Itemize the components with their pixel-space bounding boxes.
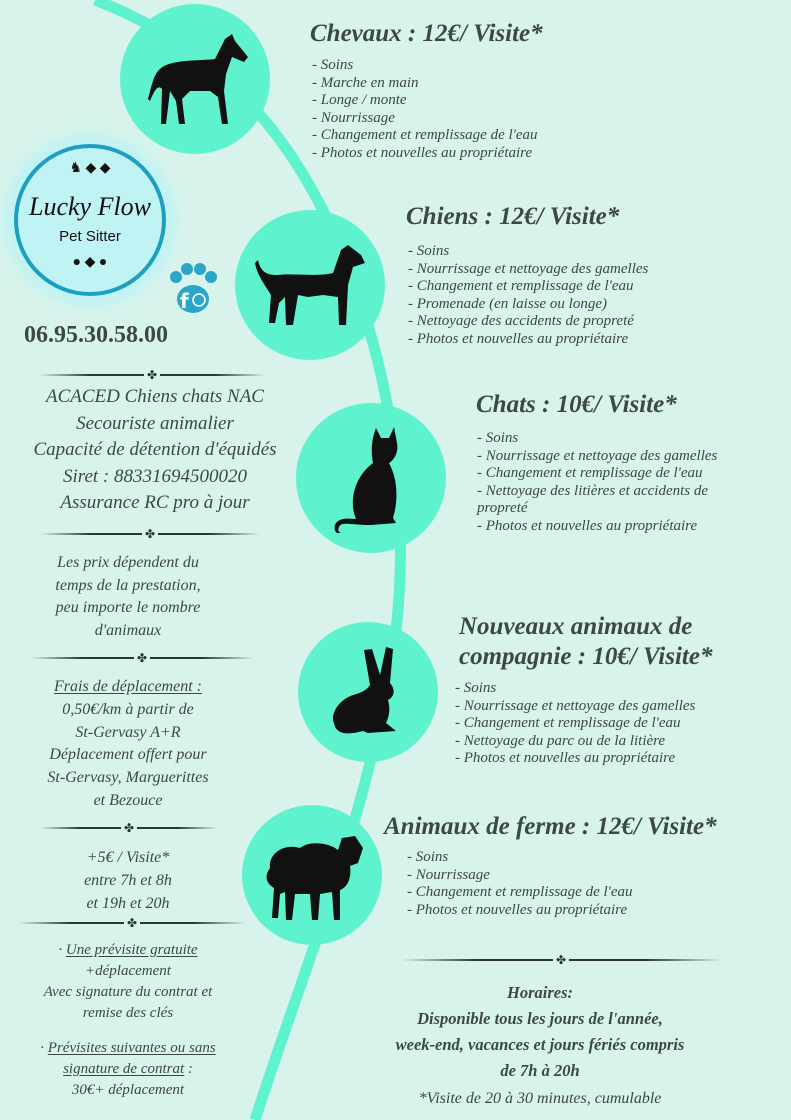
list-item: - Soins [455,680,497,696]
divider [38,370,266,380]
social-paw-icon[interactable] [166,262,220,316]
travel-line: St-Gervasy A+R [75,723,181,741]
divider [18,918,246,928]
logo [12,142,168,298]
surcharge [0,846,256,915]
surcharge-line: +5€ / Visite* [86,849,170,866]
sheep-icon [260,828,365,923]
hours-line: Disponible tous les jours de l'année, [417,1009,663,1028]
horse-circle [120,4,270,154]
hours-line: week-end, vacances et jours fériés compris [395,1035,685,1054]
list-item: - Changement et remplissage de l'eau [312,127,538,143]
service-title-farm: Animaux de ferme : 12€/ Visite* [384,813,717,840]
list-item: - Photos et nouvelles au propriétaire [312,144,533,161]
list-item: - Changement et remplissage de l'eau [477,465,703,481]
ornament: ✤ [555,953,567,967]
previsit-line: +déplacement [85,963,171,979]
divider [30,653,254,663]
list-item: - Photos et nouvelles au propriétaire [407,901,628,918]
hours-title: Horaires: [507,983,573,1002]
service-list-nac [455,680,695,768]
list-item: - Soins [408,243,450,259]
surcharge-line: et 19h et 20h [86,895,170,912]
list-item: - Nourrissage [312,109,395,126]
free-previsit-title: Une prévisite gratuite [65,942,198,958]
rabbit-circle [298,622,438,762]
credential: Capacité de détention d'équidés [33,439,277,460]
svg-text:f: f [180,289,189,313]
credential: Siret : 88331694500020 [62,465,247,487]
travel-line: St-Gervasy, Marguerittes [47,769,209,787]
list-item: - Promenade (en laisse ou longe) [408,295,607,312]
paid-previsit-title: signature de contrat [63,1061,185,1077]
list-item: - Photos et nouvelles au propriétaire [477,517,698,534]
travel-line: Déplacement offert pour [49,746,207,764]
logo-animals-bottom: ● ◆ ● [72,255,108,270]
divider [400,955,722,965]
credential: Secouriste animalier [76,412,234,434]
list-item: - Nourrissage et nettoyage des gamelles [408,260,649,277]
travel-title: Frais de déplacement : [54,678,202,695]
bullet: · [58,942,63,958]
travel-line: 0,50€/km à partir de [62,700,194,718]
credential: ACACED Chiens chats NAC [46,386,264,407]
rabbit-icon [328,645,408,740]
phone-number[interactable]: 06.95.30.58.00 [24,322,168,348]
list-item: - Longe / monte [312,92,407,108]
logo-animals-top: ♞ ◆ ◆ [69,161,111,176]
credential: Assurance RC pro à jour [60,492,250,513]
previsit-price: 30€+ déplacement [71,1082,185,1098]
service-list-dogs [408,243,648,348]
service-title-nac: Nouveaux animaux de compagnie : 10€/ Visite* [459,613,713,670]
cat-circle [296,403,446,553]
list-item: - Photos et nouvelles au propriétaire [408,330,629,347]
dog-circle [235,210,385,360]
travel-line: et Bezouce [93,791,163,809]
previsit-line: Avec signature du contrat et [43,984,213,1000]
ornament: ✤ [144,527,156,541]
pricing-note-line: Les prix dépendent du [57,554,199,571]
ornament: ✤ [136,651,148,665]
pricing-note-line: d'animaux [94,621,162,639]
service-list-farm [407,849,633,919]
sheep-circle [242,805,382,945]
hours-line: de 7h à 20h [500,1061,580,1080]
travel-fees [0,676,256,813]
pricing-note-line: temps de la prestation, [55,576,201,594]
list-item: - Nourrissage [407,866,490,883]
visit-footnote: *Visite de 20 à 30 minutes, cumulable [418,1090,662,1107]
paid-previsit-title: Prévisites suivantes ou sans [47,1040,216,1056]
list-item: - Soins [407,849,449,865]
list-item: - Changement et remplissage de l'eau [455,715,681,731]
list-item: - Photos et nouvelles au propriétaire [455,750,676,766]
service-list-cats [477,430,737,535]
credentials [0,384,310,517]
list-item: - Soins [477,430,519,446]
list-item: - Nourrissage et nettoyage des gamelles [455,697,696,714]
surcharge-line: entre 7h et 8h [84,872,172,889]
dog-icon [253,235,368,335]
divider [40,529,260,539]
cat-icon [331,423,411,533]
pricing-note-line: peu importe le nombre [55,599,201,616]
divider [40,823,218,833]
service-title-horses: Chevaux : 12€/ Visite* [310,20,543,47]
horse-icon [140,29,250,129]
list-item: - Changement et remplissage de l'eau [407,884,633,900]
previsit [0,940,256,1101]
list-item: - Nettoyage des litières et accidents de propreté [477,482,709,516]
ornament: ✤ [123,821,135,835]
list-item: - Nettoyage du parc ou de la litière [455,732,666,749]
brand-name: Lucky Flow [28,192,152,221]
ornament: ✤ [146,368,158,382]
colon: : [184,1061,193,1077]
list-item: - Nettoyage des accidents de propreté [408,313,634,329]
ornament: ✤ [126,916,138,930]
hours [315,980,765,1084]
list-item: - Soins [312,57,354,73]
list-item: - Marche en main [312,74,419,91]
brand-subtitle: Pet Sitter [59,228,121,245]
service-title-cats: Chats : 10€/ Visite* [476,391,677,418]
list-item: - Changement et remplissage de l'eau [408,278,634,294]
previsit-line: remise des clés [82,1005,174,1021]
service-list-horses [312,57,538,162]
service-title-dogs: Chiens : 12€/ Visite* [406,203,620,230]
list-item: - Nourrissage et nettoyage des gamelles [477,447,718,464]
pricing-note [0,552,256,642]
bullet: · [40,1040,45,1056]
